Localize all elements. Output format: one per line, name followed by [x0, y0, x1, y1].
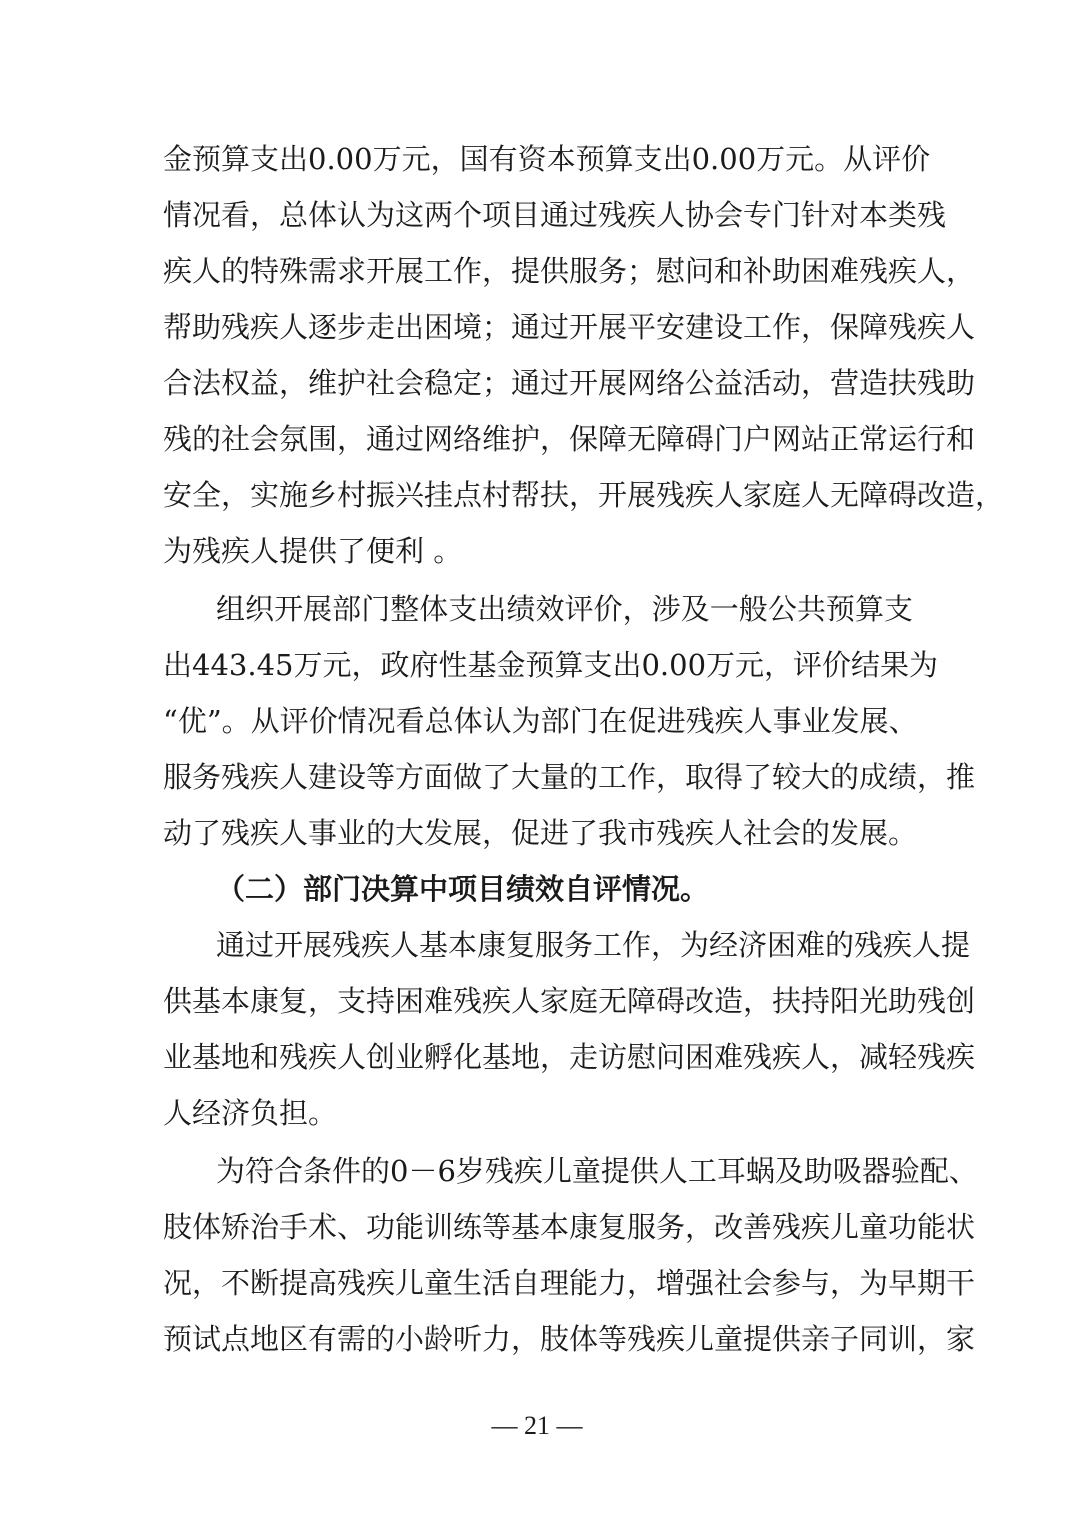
paragraph-line: 动了残疾人事业的大发展，促进了我市残疾人社会的发展。 [163, 816, 918, 850]
section-heading: （二）部门决算中项目绩效自评情况。 [216, 872, 710, 906]
paragraph-line: 为残疾人提供了便利 。 [163, 534, 463, 568]
paragraph-line: 服务残疾人建设等方面做了大量的工作，取得了较大的成绩，推 [163, 760, 976, 794]
paragraph-line: 出443.45万元，政府性基金预算支出0.00万元，评价结果为 [163, 648, 939, 682]
paragraph-line: 肢体矫治手术、功能训练等基本康复服务，改善残疾儿童功能状 [163, 1210, 976, 1244]
paragraph-line: 残的社会氛围，通过网络维护，保障无障碍门户网站正常运行和 [163, 422, 976, 456]
page-number: — 21 — [491, 1411, 583, 1440]
paragraph-line: 情况看，总体认为这两个项目通过残疾人协会专门针对本类残 [163, 198, 947, 232]
paragraph-line: 合法权益，维护社会稳定；通过开展网络公益活动，营造扶残助 [163, 366, 976, 400]
paragraph-line: 帮助残疾人逐步走出困境；通过开展平安建设工作，保障残疾人 [163, 310, 976, 344]
paragraph-line: “优”。从评价情况看总体认为部门在促进残疾人事业发展、 [163, 704, 918, 738]
paragraph-line: 组织开展部门整体支出绩效评价，涉及一般公共预算支 [216, 592, 913, 626]
paragraph-line: 通过开展残疾人基本康复服务工作，为经济困难的残疾人提 [216, 928, 971, 962]
paragraph-line: 为符合条件的0－6岁残疾儿童提供人工耳蜗及助吸器验配、 [216, 1154, 978, 1188]
paragraph-line: 人经济负担。 [163, 1096, 338, 1130]
paragraph-line: 况，不断提高残疾儿童生活自理能力，增强社会参与，为早期干 [163, 1266, 976, 1300]
paragraph-line: 金预算支出0.00万元，国有资本预算支出0.00万元。从评价 [163, 142, 931, 176]
paragraph-line: 疾人的特殊需求开展工作，提供服务；慰问和补助困难残疾人， [163, 254, 976, 288]
paragraph-line: 预试点地区有需的小龄听力，肢体等残疾儿童提供亲子同训，家 [163, 1322, 976, 1356]
paragraph-line: 供基本康复，支持困难残疾人家庭无障碍改造，扶持阳光助残创 [163, 984, 976, 1018]
paragraph-line: 安全，实施乡村振兴挂点村帮扶，开展残疾人家庭人无障碍改造， [163, 478, 1005, 512]
paragraph-line: 业基地和残疾人创业孵化基地，走访慰问困难残疾人，减轻残疾 [163, 1040, 976, 1074]
